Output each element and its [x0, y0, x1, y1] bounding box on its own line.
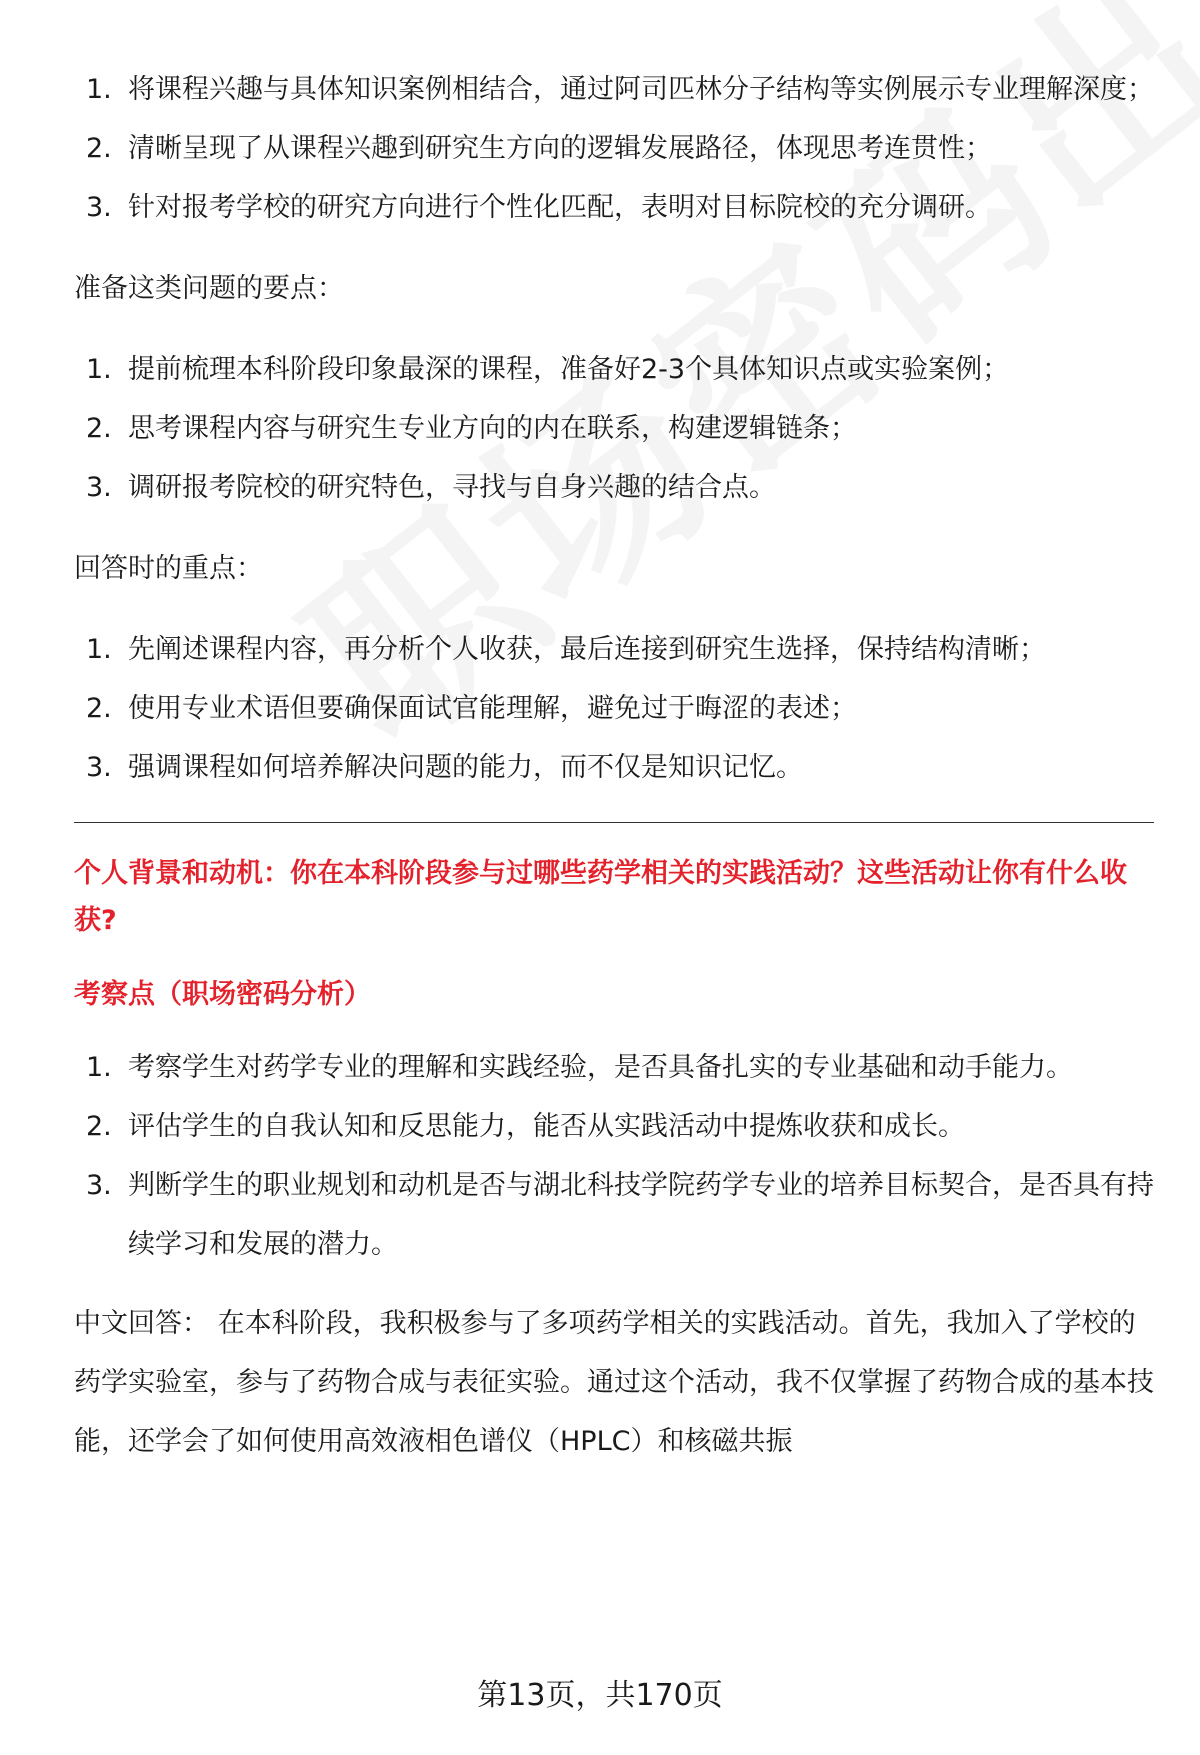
list-text: 强调课程如何培养解决问题的能力，而不仅是知识记忆。 [128, 752, 803, 783]
list-number: 2. [86, 1111, 112, 1142]
list-text: 思考课程内容与研究生专业方向的内在联系，构建逻辑链条； [128, 413, 857, 444]
list-text: 提前梳理本科阶段印象最深的课程，准备好2-3个具体知识点或实验案例； [128, 354, 1010, 385]
answer-title: 回答时的重点： [74, 553, 263, 584]
list-number: 1. [86, 634, 112, 665]
list-number: 2. [86, 693, 112, 724]
list-text: 评估学生的自我认知和反思能力，能否从实践活动中提炼收获和成长。 [128, 1111, 965, 1142]
list-text: 调研报考院校的研究特色，寻找与自身兴趣的结合点。 [128, 472, 776, 503]
list-number: 1. [86, 354, 112, 385]
list-item [74, 178, 1154, 237]
list-text: 清晰呈现了从课程兴趣到研究生方向的逻辑发展路径，体现思考连贯性； [128, 133, 992, 164]
list-item [74, 738, 1154, 797]
list-item [74, 340, 1154, 399]
document-body [74, 60, 1154, 1471]
list-item [74, 620, 1154, 679]
list-number: 3. [86, 472, 112, 503]
prep-title: 准备这类问题的要点： [74, 273, 344, 304]
list-text: 将课程兴趣与具体知识案例相结合，通过阿司匹林分子结构等实例展示专业理解深度； [128, 74, 1154, 105]
chinese-answer: 中文回答： 在本科阶段，我积极参与了多项药学相关的实践活动。首先，我加入了学校的药学实验室，参与了药物合成与表征实验。通过这个活动，我不仅掌握了药物合成的基本技能，还学会了如何使用高效液相色谱仪（HPLC）和核磁共振 [74, 1308, 1154, 1457]
list-item [74, 1038, 1154, 1097]
list-number: 3. [86, 1170, 112, 1201]
section-divider [74, 822, 1154, 823]
list-text: 针对报考学校的研究方向进行个性化匹配，表明对目标院校的充分调研。 [128, 192, 992, 223]
list-number: 3. [86, 192, 112, 223]
highlights-list [74, 60, 1154, 237]
list-number: 3. [86, 752, 112, 783]
list-number: 2. [86, 413, 112, 444]
page-footer: 第13页，共170页 [477, 1678, 723, 1713]
answer-list [74, 620, 1154, 797]
analysis-list [74, 1038, 1154, 1274]
list-number: 2. [86, 133, 112, 164]
list-text: 考察学生对药学专业的理解和实践经验，是否具备扎实的专业基础和动手能力。 [128, 1052, 1073, 1083]
list-item [74, 1097, 1154, 1156]
list-item [74, 679, 1154, 738]
list-item [74, 458, 1154, 517]
prep-list [74, 340, 1154, 517]
list-text: 判断学生的职业规划和动机是否与湖北科技学院药学专业的培养目标契合，是否具有持续学习和发展的潜力。 [128, 1170, 1154, 1260]
list-number: 1. [86, 74, 112, 105]
list-text: 先阐述课程内容，再分析个人收获，最后连接到研究生选择，保持结构清晰； [128, 634, 1046, 665]
list-item [74, 60, 1154, 119]
list-item [74, 119, 1154, 178]
list-item [74, 399, 1154, 458]
question-heading: 个人背景和动机：你在本科阶段参与过哪些药学相关的实践活动？这些活动让你有什么收获? [74, 858, 1127, 936]
list-number: 1. [86, 1052, 112, 1083]
list-text: 使用专业术语但要确保面试官能理解，避免过于晦涩的表述； [128, 693, 857, 724]
list-item [74, 1156, 1154, 1274]
analysis-heading: 考察点（职场密码分析） [74, 979, 371, 1010]
